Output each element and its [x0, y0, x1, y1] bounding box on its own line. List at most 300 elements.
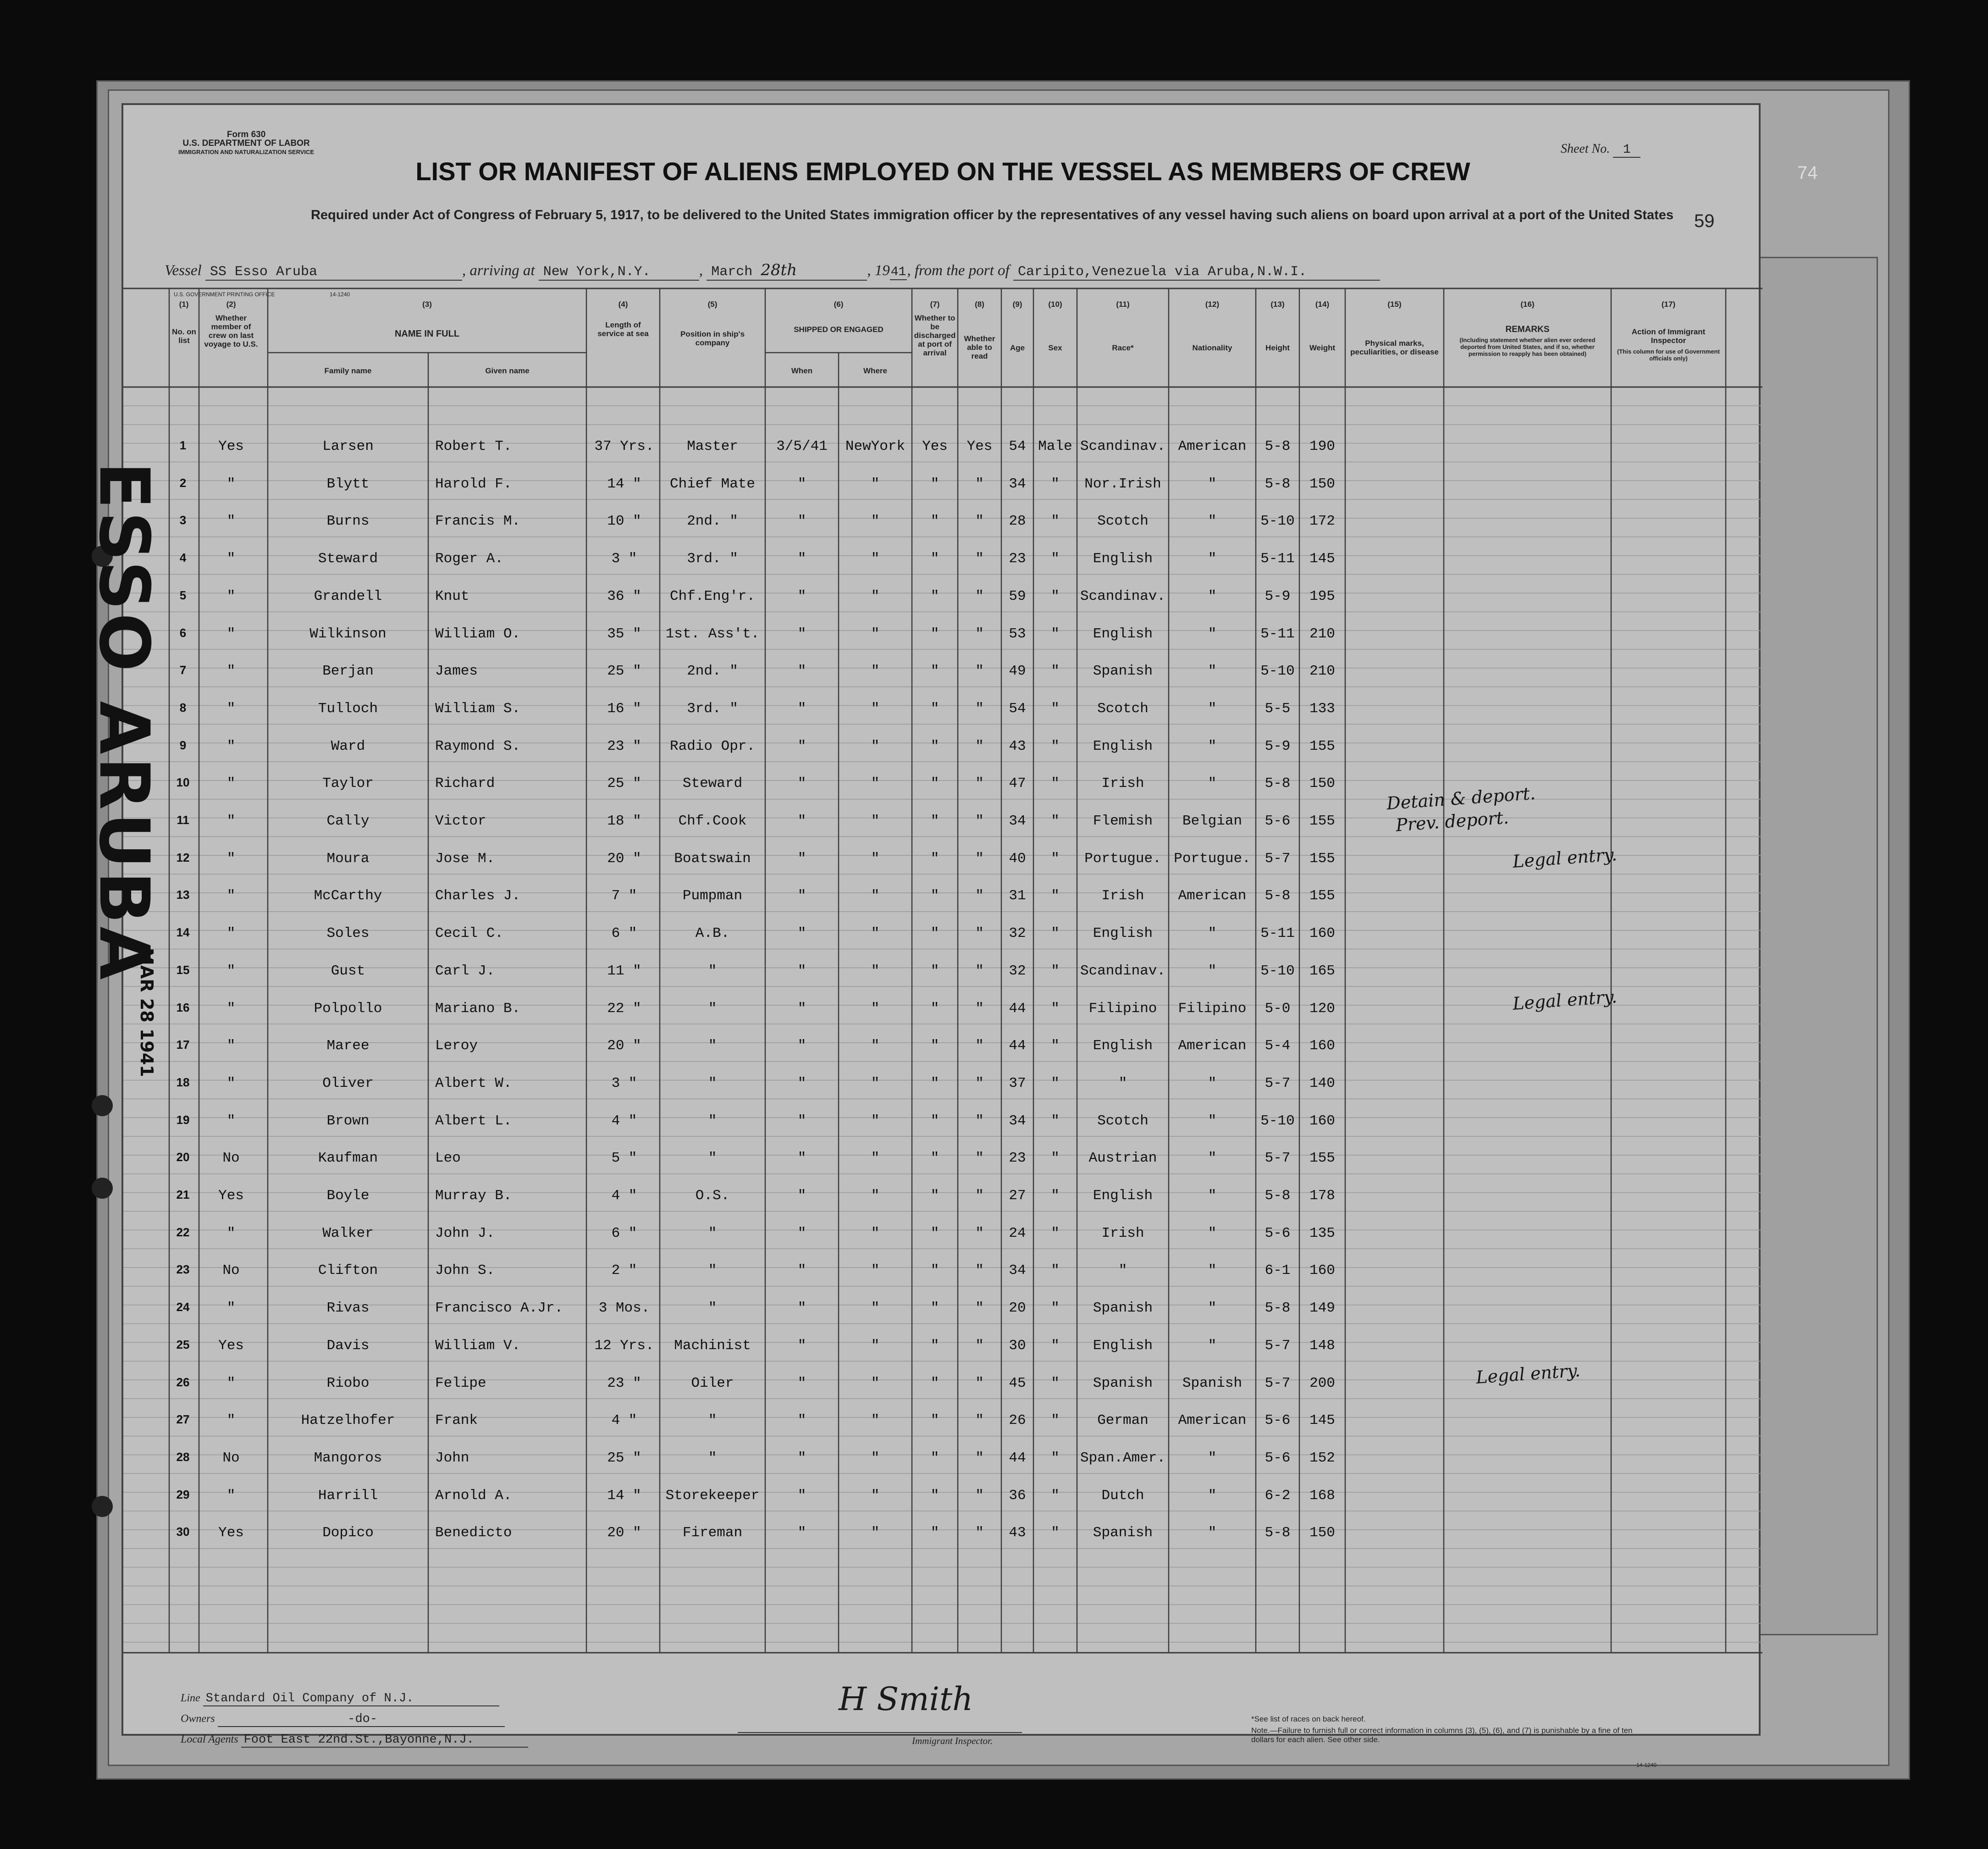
col9-label: Age	[1010, 343, 1025, 352]
cell-shipped-when: "	[797, 1412, 806, 1428]
cell-given-name: John	[435, 1450, 469, 1466]
cell-race: Filipino	[1088, 1001, 1157, 1017]
cell-position: A.B.	[695, 925, 730, 941]
cell-service: 3 "	[611, 1075, 637, 1091]
cell-race: Spanish	[1093, 1300, 1153, 1316]
cell-shipped-where: "	[871, 1262, 880, 1279]
table-row	[123, 925, 1762, 944]
cell-shipped-where: "	[871, 1375, 880, 1391]
table-row	[123, 663, 1762, 681]
cell-service: 7 "	[611, 888, 637, 904]
footer-owners	[181, 1712, 505, 1727]
cell-age: 28	[1009, 513, 1026, 529]
cell-position: Machinist	[674, 1338, 751, 1354]
cell-height: 5-10	[1260, 963, 1295, 979]
cell-discharged: "	[930, 588, 939, 604]
cell-given-name: James	[435, 663, 478, 679]
cell-service: 6 "	[611, 1225, 637, 1241]
cell-position: "	[708, 963, 717, 979]
cell-nationality: American	[1178, 438, 1247, 454]
cell-prev-voyage: "	[226, 738, 236, 754]
cell-shipped-where: "	[871, 1488, 880, 1504]
cell-height: 5-7	[1265, 1150, 1291, 1166]
table-row	[123, 1300, 1762, 1318]
cell-list-number: 28	[176, 1450, 190, 1464]
cell-height: 5-6	[1265, 1225, 1291, 1241]
cell-family-name: Larsen	[322, 438, 374, 454]
cell-list-number: 29	[176, 1488, 190, 1501]
table-row	[123, 1075, 1762, 1094]
cell-height: 5-9	[1265, 588, 1291, 604]
cell-service: 37 Yrs.	[594, 438, 654, 454]
agents-value: Foot East 22nd.St.,Bayonne,N.J.	[241, 1733, 528, 1748]
cell-weight: 133	[1309, 701, 1335, 717]
cell-height: 5-8	[1265, 1525, 1291, 1541]
cell-position: Pumpman	[682, 888, 743, 904]
cell-weight: 155	[1309, 851, 1335, 867]
cell-prev-voyage: "	[226, 701, 236, 717]
cell-prev-voyage: "	[226, 513, 236, 529]
cell-prev-voyage: "	[226, 1225, 236, 1241]
page-number-top: 74	[1797, 163, 1818, 183]
cell-family-name: Riobo	[326, 1375, 370, 1391]
cell-list-number: 6	[179, 626, 187, 640]
cell-race: German	[1097, 1412, 1149, 1428]
cell-sex: "	[1051, 1188, 1060, 1204]
line-value: Standard Oil Company of N.J.	[203, 1692, 499, 1706]
cell-race: Austrian	[1088, 1150, 1157, 1166]
cell-race: English	[1093, 1038, 1153, 1054]
cell-sex: "	[1051, 626, 1060, 642]
cell-service: 3 Mos.	[598, 1300, 650, 1316]
cell-age: 47	[1009, 775, 1026, 792]
cell-nationality: "	[1208, 1075, 1217, 1091]
cell-nationality: "	[1208, 775, 1217, 792]
cell-shipped-when: "	[797, 963, 806, 979]
cell-nationality: American	[1178, 888, 1247, 904]
cell-service: 16 "	[607, 701, 641, 717]
cell-height: 5-8	[1265, 1188, 1291, 1204]
cell-race: English	[1093, 551, 1153, 567]
cell-nationality: "	[1208, 1525, 1217, 1541]
cell-height: 5-7	[1265, 1075, 1291, 1091]
cell-position: Storekeeper	[665, 1488, 760, 1504]
cell-given-name: Leo	[435, 1150, 461, 1166]
printing-code: 14-1240	[330, 291, 350, 298]
cell-list-number: 2	[179, 476, 187, 490]
col6-num: (6)	[834, 300, 844, 309]
cell-weight: 135	[1309, 1225, 1335, 1241]
cell-height: 5-9	[1265, 738, 1291, 754]
cell-prev-voyage: No	[222, 1262, 240, 1279]
cell-prev-voyage: "	[226, 851, 236, 867]
cell-service: 14 "	[607, 476, 641, 492]
cell-nationality: "	[1208, 626, 1217, 642]
cell-able-to-read: "	[975, 1450, 984, 1466]
cell-able-to-read: "	[975, 888, 984, 904]
cell-race: English	[1093, 738, 1153, 754]
cell-prev-voyage: "	[226, 1300, 236, 1316]
cell-nationality: "	[1208, 738, 1217, 754]
cell-service: 20 "	[607, 1038, 641, 1054]
cell-shipped-where: "	[871, 1300, 880, 1316]
cell-shipped-where: "	[871, 1150, 880, 1166]
remark-prev-deport: Prev. deport.	[1395, 807, 1510, 836]
cell-list-number: 10	[176, 775, 190, 789]
cell-position: "	[708, 1225, 717, 1241]
cell-prev-voyage: "	[226, 551, 236, 567]
cell-list-number: 9	[179, 738, 187, 752]
sheet-no-label: Sheet No.	[1561, 142, 1610, 156]
cell-height: 5-11	[1260, 551, 1295, 567]
cell-race: "	[1118, 1262, 1127, 1279]
vessel-label: Vessel	[165, 262, 202, 279]
cell-sex: "	[1051, 738, 1060, 754]
cell-height: 5-10	[1260, 513, 1295, 529]
cell-nationality: "	[1208, 476, 1217, 492]
cell-able-to-read: "	[975, 1262, 984, 1279]
cell-height: 5-8	[1265, 438, 1291, 454]
cell-height: 5-8	[1265, 888, 1291, 904]
agents-label: Local Agents	[181, 1733, 238, 1745]
cell-prev-voyage: "	[226, 1075, 236, 1091]
cell-family-name: Soles	[326, 925, 370, 941]
cell-weight: 120	[1309, 1001, 1335, 1017]
col17-label: Action of Immigrant Inspector	[1631, 327, 1706, 345]
cell-family-name: Davis	[326, 1338, 370, 1354]
cell-list-number: 27	[176, 1412, 190, 1426]
cell-height: 5-11	[1260, 925, 1295, 941]
cell-race: Spanish	[1093, 663, 1153, 679]
page-number-second: 59	[1694, 211, 1715, 231]
cell-position: Chf.Cook	[678, 813, 747, 829]
cell-able-to-read: "	[975, 701, 984, 717]
cell-weight: 190	[1309, 438, 1335, 454]
col2-label: Whether member of crew on last voyage to U.S.	[204, 314, 258, 349]
cell-given-name: Albert L.	[435, 1113, 512, 1129]
cell-list-number: 14	[176, 925, 190, 939]
cell-sex: "	[1051, 1375, 1060, 1391]
form-department: U.S. DEPARTMENT OF LABOR	[182, 138, 310, 148]
cell-race: English	[1093, 925, 1153, 941]
cell-given-name: Felipe	[435, 1375, 486, 1391]
cell-sex: "	[1051, 1038, 1060, 1054]
vessel-name: SS Esso Aruba	[205, 264, 462, 281]
cell-service: 14 "	[607, 1488, 641, 1504]
table-row	[123, 1038, 1762, 1056]
table-row	[123, 1188, 1762, 1206]
cell-discharged: "	[930, 513, 939, 529]
cell-age: 23	[1009, 1150, 1026, 1166]
cell-shipped-where: "	[871, 813, 880, 829]
cell-age: 43	[1009, 1525, 1026, 1541]
cell-list-number: 3	[179, 513, 187, 527]
cell-given-name: Arnold A.	[435, 1488, 512, 1504]
col11-label: Race*	[1112, 343, 1134, 352]
cell-race: Spanish	[1093, 1525, 1153, 1541]
cell-list-number: 23	[176, 1262, 190, 1276]
cell-discharged: "	[930, 1525, 939, 1541]
cell-weight: 150	[1309, 476, 1335, 492]
cell-service: 12 Yrs.	[594, 1338, 654, 1354]
cell-able-to-read: "	[975, 925, 984, 941]
cell-family-name: Burns	[326, 513, 370, 529]
cell-service: 11 "	[607, 963, 641, 979]
cell-shipped-where: "	[871, 888, 880, 904]
cell-discharged: "	[930, 738, 939, 754]
cell-discharged: "	[930, 1001, 939, 1017]
cell-given-name: Raymond S.	[435, 738, 521, 754]
cell-service: 23 "	[607, 738, 641, 754]
col6-where: Where	[863, 366, 887, 375]
cell-shipped-when: "	[797, 476, 806, 492]
binder-hole	[92, 1095, 113, 1116]
cell-weight: 150	[1309, 1525, 1335, 1541]
cell-family-name: Hatzelhofer	[301, 1412, 395, 1428]
page-subtitle: Required under Act of Congress of February 5, 1917, to be delivered to the United States immigration officer by the representatives of any vessel having such aliens on board upon arrival at a port of the United States	[310, 208, 1674, 222]
cell-given-name: William S.	[435, 701, 521, 717]
cell-sex: "	[1051, 1075, 1060, 1091]
cell-weight: 155	[1309, 738, 1335, 754]
cell-prev-voyage: "	[226, 663, 236, 679]
cell-prev-voyage: "	[226, 1412, 236, 1428]
cell-list-number: 5	[179, 588, 187, 602]
cell-shipped-where: "	[871, 1001, 880, 1017]
cell-able-to-read: "	[975, 963, 984, 979]
cell-nationality: "	[1208, 663, 1217, 679]
cell-age: 54	[1009, 701, 1026, 717]
cell-prev-voyage: Yes	[218, 1525, 244, 1541]
cell-position: Boatswain	[674, 851, 751, 867]
cell-discharged: "	[930, 1412, 939, 1428]
cell-nationality: "	[1208, 1113, 1217, 1129]
cell-weight: 155	[1309, 813, 1335, 829]
cell-shipped-when: "	[797, 851, 806, 867]
cell-age: 34	[1009, 476, 1026, 492]
cell-shipped-where: "	[871, 1038, 880, 1054]
col3-family: Family name	[324, 366, 372, 375]
cell-sex: "	[1051, 588, 1060, 604]
cell-height: 5-11	[1260, 626, 1295, 642]
cell-list-number: 15	[176, 963, 190, 977]
cell-list-number: 24	[176, 1300, 190, 1314]
cell-discharged: "	[930, 1075, 939, 1091]
cell-weight: 165	[1309, 963, 1335, 979]
cell-able-to-read: "	[975, 476, 984, 492]
cell-prev-voyage: "	[226, 813, 236, 829]
cell-family-name: Brown	[326, 1113, 370, 1129]
col15-label: Physical marks, peculiarities, or disease	[1350, 339, 1439, 356]
cell-shipped-when: "	[797, 1150, 806, 1166]
cell-service: 4 "	[611, 1412, 637, 1428]
cell-service: 22 "	[607, 1001, 641, 1017]
cell-shipped-when: "	[797, 1075, 806, 1091]
cell-nationality: "	[1208, 701, 1217, 717]
cell-list-number: 16	[176, 1001, 190, 1014]
cell-age: 53	[1009, 626, 1026, 642]
table-row	[123, 1488, 1762, 1506]
cell-discharged: "	[930, 1113, 939, 1129]
remark-legal-entry: Legal entry.	[1475, 1360, 1581, 1388]
cell-shipped-when: "	[797, 1262, 806, 1279]
cell-discharged: "	[930, 701, 939, 717]
table-row	[123, 438, 1762, 457]
cell-race: Irish	[1101, 888, 1144, 904]
cell-nationality: American	[1178, 1038, 1247, 1054]
cell-age: 24	[1009, 1225, 1026, 1241]
cell-prev-voyage: "	[226, 1375, 236, 1391]
cell-service: 35 "	[607, 626, 641, 642]
cell-age: 30	[1009, 1338, 1026, 1354]
cell-height: 5-8	[1265, 775, 1291, 792]
cell-able-to-read: "	[975, 1038, 984, 1054]
cell-position: Chief Mate	[669, 476, 756, 492]
races-note: *See list of races on back hereof.	[1251, 1715, 1366, 1723]
cell-family-name: Ward	[331, 738, 365, 754]
cell-service: 3 "	[611, 551, 637, 567]
col16-label: REMARKS	[1505, 325, 1550, 334]
cell-discharged: "	[930, 1262, 939, 1279]
cell-given-name: Frank	[435, 1412, 478, 1428]
cell-shipped-when: "	[797, 1225, 806, 1241]
cell-position: Chf.Eng'r.	[669, 588, 756, 604]
col16-sub: (Including statement whether alien ever ordered deported from United States, and if so, whether permission to reapply has been obtained)	[1459, 337, 1596, 357]
arrival-day: 28th	[761, 261, 797, 279]
cell-shipped-where: "	[871, 1225, 880, 1241]
table-row	[123, 476, 1762, 494]
cell-able-to-read: "	[975, 1225, 984, 1241]
cell-age: 36	[1009, 1488, 1026, 1504]
cell-family-name: Kaufman	[318, 1150, 378, 1166]
cell-discharged: "	[930, 1450, 939, 1466]
cell-list-number: 4	[179, 551, 187, 565]
cell-prev-voyage: "	[226, 1113, 236, 1129]
cell-prev-voyage: "	[226, 1488, 236, 1504]
cell-race: Spanish	[1093, 1375, 1153, 1391]
cell-height: 5-10	[1260, 663, 1295, 679]
form-identifier	[178, 130, 314, 156]
penalty-note: Note.—Failure to furnish full or correct information in columns (3), (5), (6), and (7) is punishable by a fine of ten dollars for each alien. See other side.	[1251, 1726, 1633, 1744]
cell-nationality: American	[1178, 1412, 1247, 1428]
table-row	[123, 1338, 1762, 1356]
cell-family-name: Berjan	[322, 663, 374, 679]
cell-able-to-read: "	[975, 1113, 984, 1129]
col13-num: (13)	[1270, 300, 1285, 309]
cell-nationality: "	[1208, 1300, 1217, 1316]
cell-sex: "	[1051, 888, 1060, 904]
cell-shipped-when: "	[797, 1038, 806, 1054]
cell-shipped-when: 3/5/41	[776, 438, 828, 454]
col5-num: (5)	[707, 300, 718, 309]
table-row	[123, 588, 1762, 607]
col3-num: (3)	[422, 300, 432, 309]
cell-weight: 149	[1309, 1300, 1335, 1316]
cell-given-name: Knut	[435, 588, 469, 604]
cell-height: 5-6	[1265, 1450, 1291, 1466]
table-row	[123, 1150, 1762, 1168]
cell-family-name: Steward	[318, 551, 378, 567]
table-row	[123, 1262, 1762, 1281]
cell-discharged: "	[930, 888, 939, 904]
cell-position: Oiler	[691, 1375, 734, 1391]
cell-shipped-when: "	[797, 588, 806, 604]
remark-legal-entry: Legal entry.	[1512, 844, 1618, 872]
cell-height: 5-5	[1265, 701, 1291, 717]
cell-list-number: 30	[176, 1525, 190, 1539]
cell-list-number: 22	[176, 1225, 190, 1239]
table-row	[123, 963, 1762, 981]
table-row	[123, 1412, 1762, 1431]
cell-position: "	[708, 1113, 717, 1129]
table-row	[123, 1525, 1762, 1543]
cell-discharged: "	[930, 1038, 939, 1054]
cell-weight: 172	[1309, 513, 1335, 529]
cell-able-to-read: "	[975, 1150, 984, 1166]
cell-race: Portugue.	[1084, 851, 1161, 867]
cell-age: 34	[1009, 1262, 1026, 1279]
cell-prev-voyage: "	[226, 925, 236, 941]
cell-able-to-read: "	[975, 513, 984, 529]
cell-able-to-read: "	[975, 1188, 984, 1204]
cell-weight: 200	[1309, 1375, 1335, 1391]
cell-family-name: Dopico	[322, 1525, 374, 1541]
cell-position: Radio Opr.	[669, 738, 756, 754]
cell-discharged: "	[930, 925, 939, 941]
form-number: Form 630	[226, 130, 266, 139]
cell-shipped-where: "	[871, 1412, 880, 1428]
cell-height: 5-4	[1265, 1038, 1291, 1054]
cell-prev-voyage: Yes	[218, 1338, 244, 1354]
cell-nationality: "	[1208, 513, 1217, 529]
cell-shipped-where: "	[871, 1338, 880, 1354]
cell-weight: 155	[1309, 1150, 1335, 1166]
cell-discharged: "	[930, 851, 939, 867]
cell-family-name: Grandell	[314, 588, 382, 604]
cell-shipped-where: "	[871, 851, 880, 867]
cell-prev-voyage: No	[222, 1450, 240, 1466]
cell-nationality: "	[1208, 1225, 1217, 1241]
cell-sex: "	[1051, 1001, 1060, 1017]
cell-discharged: "	[930, 963, 939, 979]
cell-weight: 178	[1309, 1188, 1335, 1204]
cell-prev-voyage: "	[226, 775, 236, 792]
cell-position: Master	[687, 438, 738, 454]
signature-line	[738, 1732, 1022, 1733]
cell-list-number: 26	[176, 1375, 190, 1389]
cell-nationality: "	[1208, 925, 1217, 941]
form-code: 14-1240	[1636, 1762, 1657, 1768]
cell-given-name: Roger A.	[435, 551, 503, 567]
cell-able-to-read: "	[975, 775, 984, 792]
cell-height: 5-8	[1265, 476, 1291, 492]
cell-position: 3rd. "	[687, 551, 738, 567]
table-row	[123, 888, 1762, 906]
cell-race: English	[1093, 1188, 1153, 1204]
page-title: LIST OR MANIFEST OF ALIENS EMPLOYED ON THE VESSEL AS MEMBERS OF CREW	[415, 157, 1470, 186]
cell-discharged: "	[930, 1150, 939, 1166]
cell-height: 5-0	[1265, 1001, 1291, 1017]
cell-sex: "	[1051, 775, 1060, 792]
cell-nationality: "	[1208, 1188, 1217, 1204]
col11-num: (11)	[1116, 300, 1130, 309]
cell-service: 4 "	[611, 1113, 637, 1129]
cell-sex: "	[1051, 1113, 1060, 1129]
cell-list-number: 12	[176, 851, 190, 864]
footer-agents	[181, 1733, 528, 1748]
cell-family-name: Tulloch	[318, 701, 378, 717]
cell-weight: 140	[1309, 1075, 1335, 1091]
cell-shipped-when: "	[797, 813, 806, 829]
